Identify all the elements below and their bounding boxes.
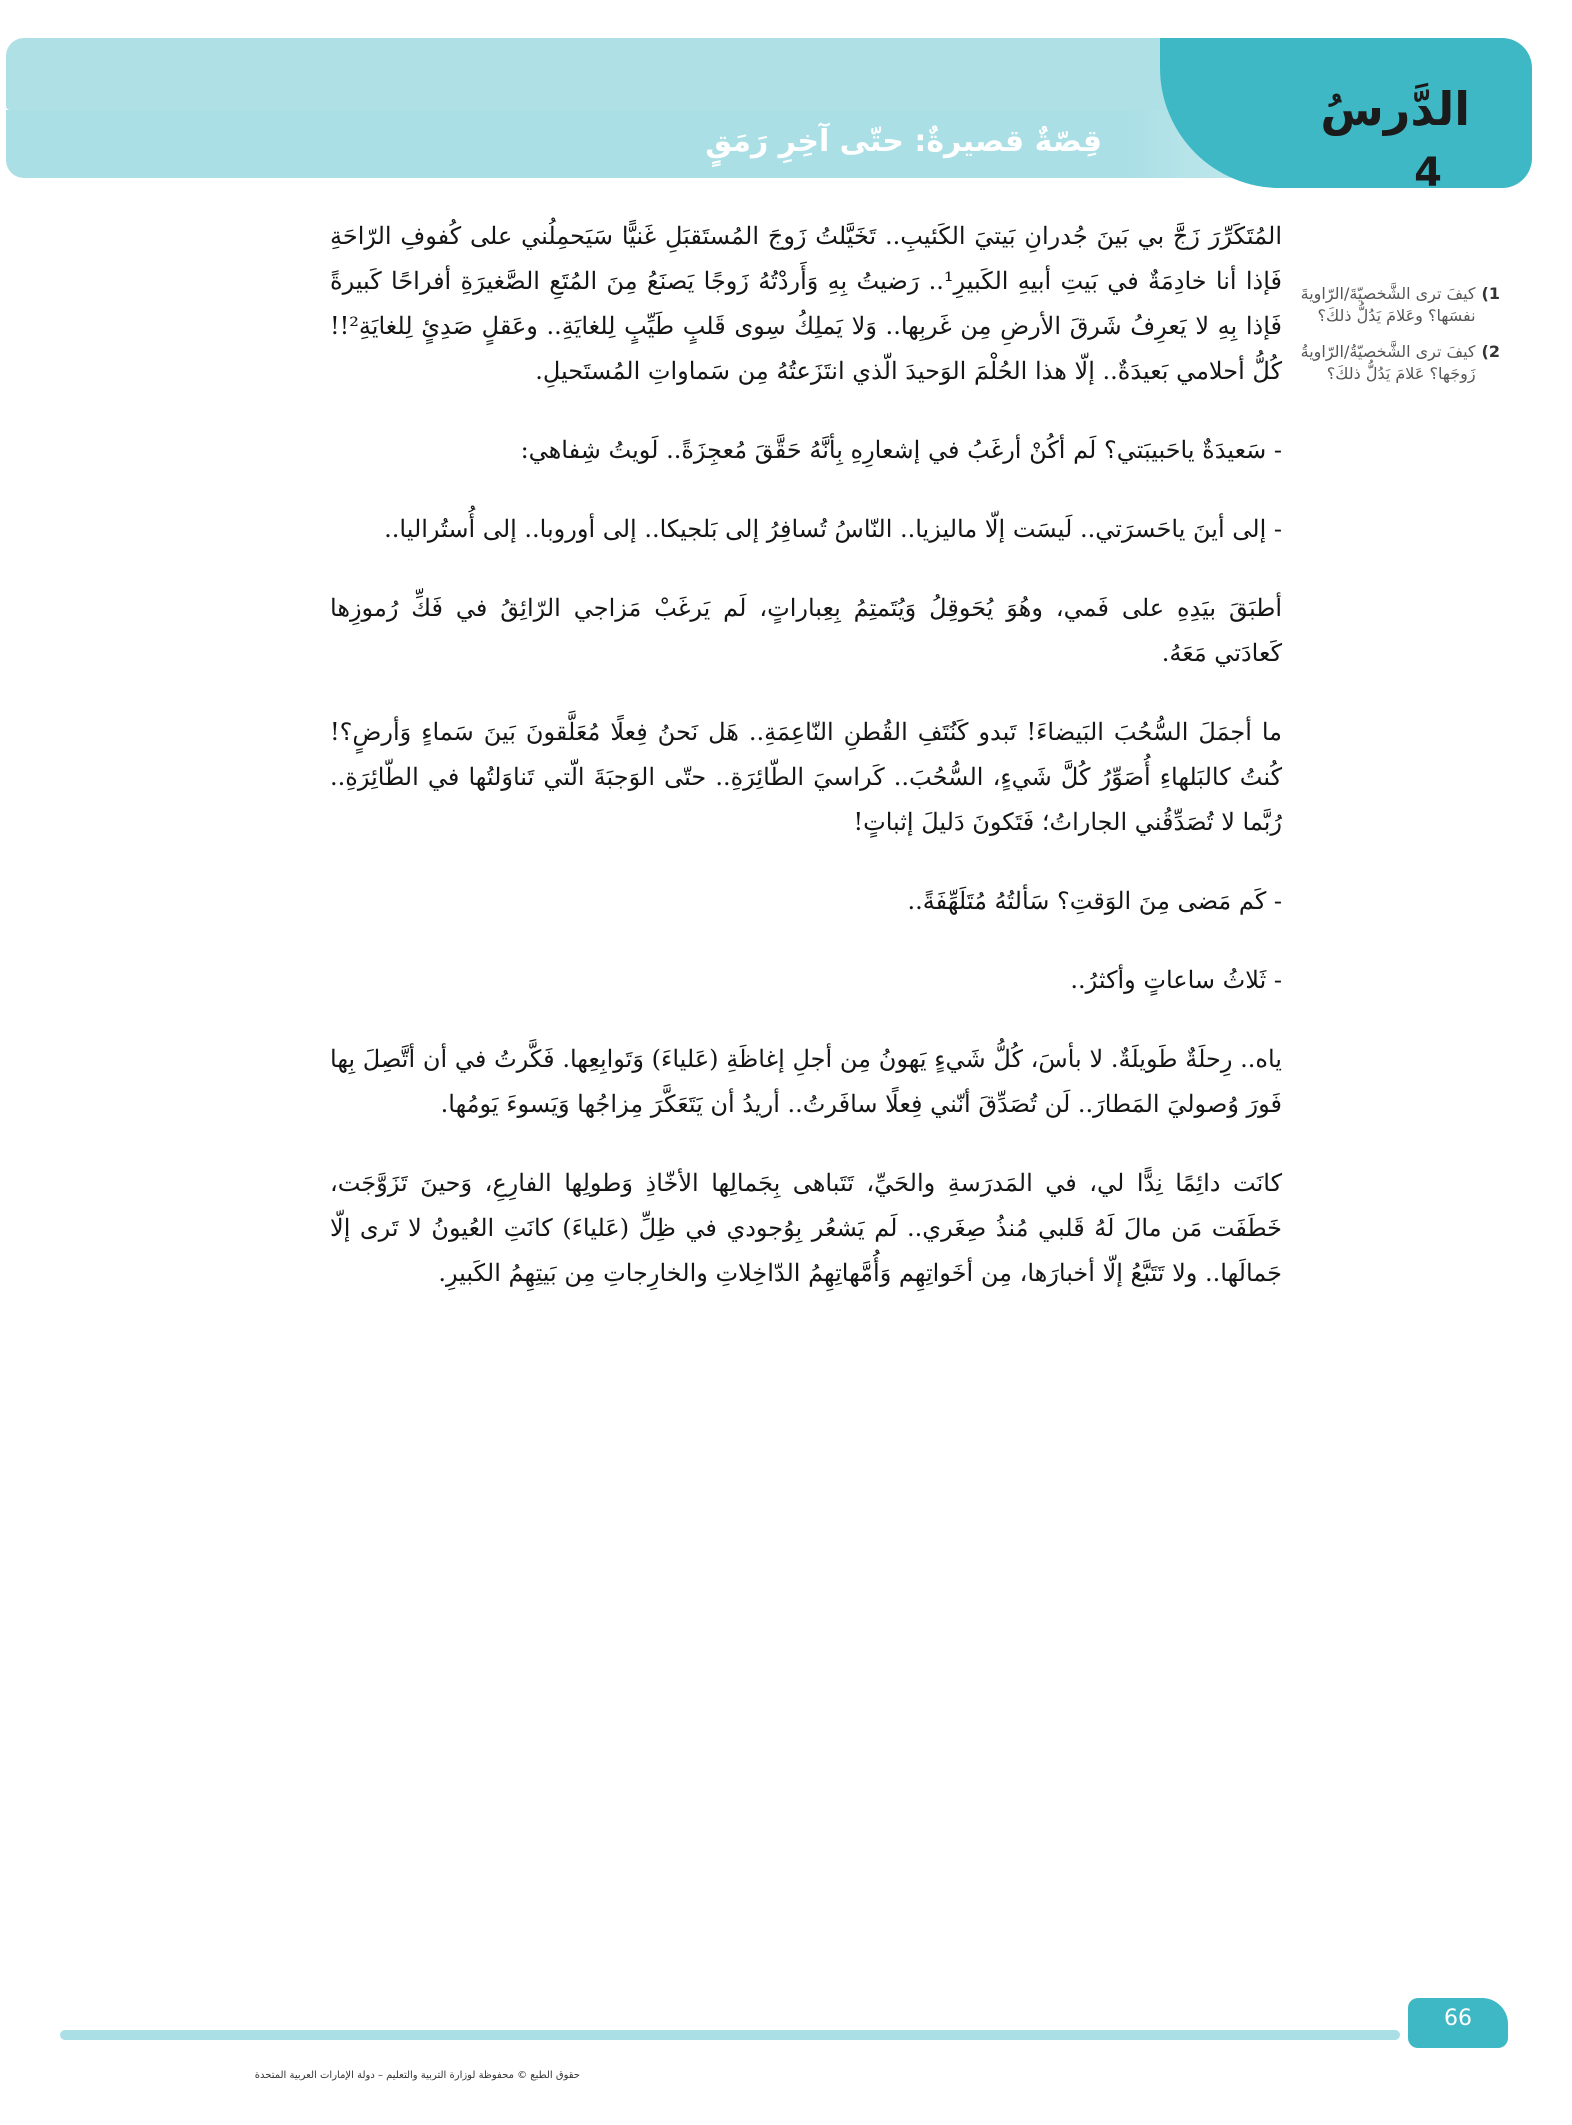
story-body xyxy=(330,214,1282,1330)
side-question xyxy=(1300,341,1500,385)
question-text: كيفَ ترى الشَّخصيّةَ/الرّاويةَ نفسَها؟ وعَلامَ يَدُلُّ ذلكَ؟ xyxy=(1300,284,1476,325)
lesson-badge xyxy=(1160,38,1532,196)
page-title: قِصّةٌ قصيرةٌ: حتّى آخِرِ رَمَقٍ xyxy=(705,124,1102,159)
story-paragraph: ياه.. رِحلَةٌ طَويلَةٌ. لا بأسَ، كُلُّ شَيءٍ يَهونُ مِن أجلِ إغاظَةِ (عَلياءَ) وَتَوابِعِها. فَكَّرتُ في أن أتَّصِلَ بِها فَورَ وُصوليَ المَطارَ.. لَن تُصَدِّقَ أنّني فِعلًا سافَرتُ.. أريدُ أن يَتَعَكَّرَ مِزاجُها وَيَسوءَ يَومُها. xyxy=(330,1045,1282,1118)
story-paragraph: ما أجمَلَ السُّحُبَ البَيضاءَ! تَبدو كَنُتَفِ القُطنِ النّاعِمَةِ.. هَل نَحنُ فِعلًا مُعَلَّقونَ بَينَ سَماءٍ وَأرضٍ؟! كُنتُ كالبَلهاءِ أُصَوِّرُ كُلَّ شَيءٍ، السُّحُبَ.. كَراسيَ الطّائِرَةِ.. حتّى الوَجبَةَ الّتي تَناوَلتُها في الطّائِرَةِ.. رُبَّما لا تُصَدِّقُني الجاراتُ؛ فَتَكونَ دَليلَ إثباتٍ! xyxy=(330,718,1283,836)
story-paragraph: - كَم مَضى مِنَ الوَقتِ؟ سَألتُهُ مُتَلَهِّفَةً.. xyxy=(907,887,1282,915)
page-number: 66 xyxy=(1444,2006,1472,2031)
question-text: كيفَ ترى الشَّخصيّةُ/الرّاويةُ زَوجَها؟ عَلامَ يَدُلُّ ذلكَ؟ xyxy=(1300,342,1476,383)
story-paragraph: أطبَقَ بيَدِهِ على فَمي، وهُوَ يُحَوقِلُ وَيُتَمتِمُ بِعِباراتٍ، لَم يَرغَبْ مَزاجي الرّائِقُ في فَكِّ رُموزِها كَعادَتي مَعَهُ. xyxy=(330,594,1282,667)
question-number: 2) xyxy=(1481,342,1500,361)
side-questions xyxy=(1300,283,1500,399)
lesson-number: 4 xyxy=(1414,150,1442,196)
story-paragraph: المُتَكَرِّرَ زَجَّ بي بَينَ جُدرانِ بَيتيَ الكَئيبِ.. تَخَيَّلتُ زَوجَ المُستَقبَلِ غَنيًّا سَيَحمِلُني على كُفوفِ الرّاحَةِ فَإذا أنا خادِمَةٌ في بَيتِ أبيهِ الكَبيرِ¹.. رَضيتُ بِهِ وَأَردْتُهُ زَوجًا يَصنَعُ مِنَ المُتَعِ الصَّغيرَةِ أفراحًا كَبيرةً فَإذا بِهِ لا يَعرِفُ شَرقَ الأرضِ مِن غَربِها.. وَلا يَملِكُ سِوى قَلبٍ طَيِّبٍ لِلغايَةِ.. وعَقلٍ صَدِئٍ لِلغايَةِ²!! كُلُّ أحلامي بَعيدَةٌ.. إلّا هذا الحُلْمَ الوَحيدَ الّذي انتَزَعتُهُ مِن سَماواتِ المُستَحيلِ. xyxy=(330,222,1283,385)
footer-divider xyxy=(60,2030,1400,2040)
side-question xyxy=(1300,283,1500,327)
story-paragraph: كانَت دائِمًا نِدًّا لي، في المَدرَسةِ والحَيِّ، تَتَباهى بِجَمالِها الأخّاذِ وَطولِها الفارِعِ، وَحينَ تَزَوَّجَت، خَطَفَت مَن مالَ لَهُ قَلبي مُنذُ صِغَري.. لَم يَشعُر بِوُجودي في ظِلِّ (عَلياءَ) كانَتِ العُيونُ لا تَرى إلّا جَمالَها.. ولا تَتَبَّعُ إلّا أخبارَها، مِن أخَواتِهِم وَأُمَّهاتِهِمُ الدّاخِلاتِ والخارِجاتِ مِن بَيتِهِمُ الكَبيرِ. xyxy=(330,1169,1282,1287)
lesson-label: الدَّرسُ xyxy=(1320,82,1470,136)
story-paragraph: - إلى أينَ ياحَسرَتي.. لَيسَت إلّا ماليزيا.. النّاسُ تُسافِرُ إلى بَلجيكا.. إلى أوروبا.. إلى أُستُراليا.. xyxy=(384,515,1282,543)
copyright-notice: حقوق الطبع © محفوظة لوزارة التربية والتعليم – دولة الإمارات العربية المتحدة xyxy=(254,2070,580,2081)
story-paragraph: - سَعيدَةٌ ياحَبيبَتي؟ لَم أكُنْ أرغَبُ في إشعارِهِ بِأنَّهُ حَقَّقَ مُعجِزَةً.. لَويتُ شِفاهي: xyxy=(520,436,1282,464)
question-number: 1) xyxy=(1481,284,1500,303)
story-paragraph: - ثَلاثُ ساعاتٍ وأكثرُ.. xyxy=(1070,966,1282,994)
